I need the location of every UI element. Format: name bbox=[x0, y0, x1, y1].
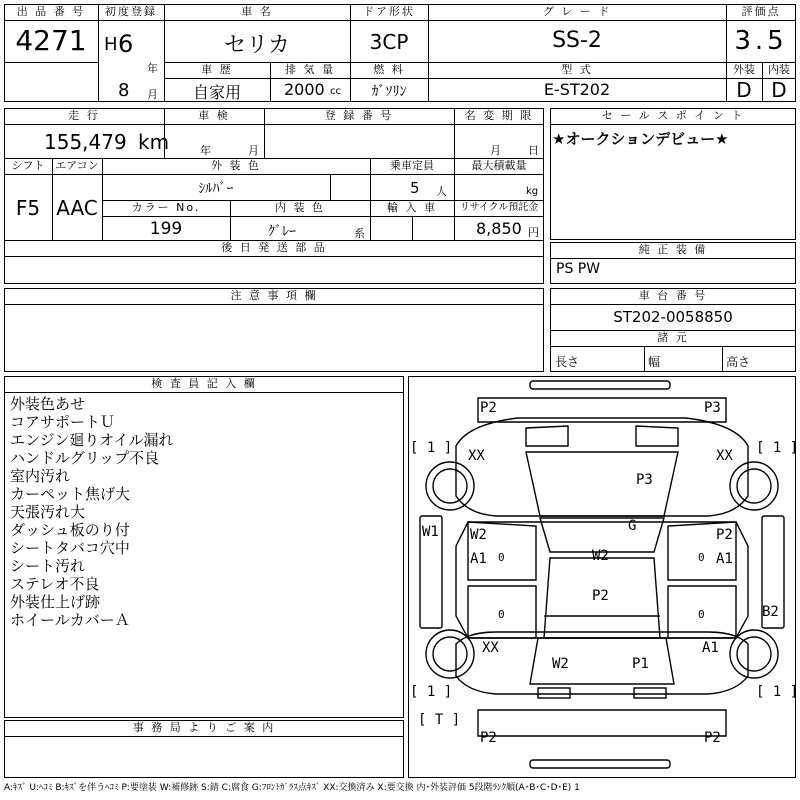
mileage-unit: km bbox=[138, 130, 170, 154]
fuel-value: ｶﾞｿﾘﾝ bbox=[371, 84, 407, 100]
displacement-value: 2000 bbox=[284, 80, 325, 99]
note-item: カーペット焦げ大 bbox=[10, 485, 131, 503]
damage-w1-left: W1 bbox=[422, 524, 439, 540]
damage-w2-left-front: W2 bbox=[470, 527, 487, 543]
damage-b2-right: B2 bbox=[762, 604, 779, 620]
note-item: 外装仕上げ跡 bbox=[10, 593, 101, 611]
aircon-label: エアコン bbox=[55, 159, 99, 172]
bracket-t-label: [ T ] bbox=[418, 712, 461, 728]
interior-label: 内装 bbox=[768, 63, 790, 76]
damage-a1-left-front: A1 bbox=[470, 551, 487, 567]
damage-zero-left-front: 0 bbox=[498, 551, 505, 564]
hood bbox=[526, 452, 678, 516]
caution-label: 注 意 事 項 欄 bbox=[230, 289, 318, 302]
damage-zero-right-rear: 0 bbox=[698, 608, 705, 621]
note-item: ハンドルグリップ不良 bbox=[10, 449, 160, 467]
genuine-label: 純 正 装 備 bbox=[638, 243, 708, 256]
fuel-label: 燃 料 bbox=[373, 63, 405, 76]
damage-xx-top-left: XX bbox=[468, 448, 485, 464]
capacity-value: 5 bbox=[410, 179, 420, 197]
note-item: 外装色あせ bbox=[10, 395, 86, 413]
windshield bbox=[540, 518, 664, 552]
note-item: エンジン廻りオイル漏れ bbox=[10, 431, 174, 449]
note-item: ホイールカバーＡ bbox=[10, 611, 130, 629]
rear-bumper-bar bbox=[530, 760, 670, 768]
max-load-label: 最大積載量 bbox=[471, 159, 527, 172]
model-label: 型 式 bbox=[561, 63, 593, 76]
dims-width: 幅 bbox=[648, 355, 661, 369]
headlamp-right bbox=[636, 426, 678, 446]
dims-height: 高さ bbox=[726, 355, 751, 369]
chassis-value: ST202-0058850 bbox=[613, 308, 733, 326]
note-item: ダッシュ板のり付 bbox=[10, 521, 130, 539]
first-reg-label: 初度登録 bbox=[105, 5, 157, 18]
aircon-value: AAC bbox=[56, 196, 98, 220]
damage-zero-left-rear: 0 bbox=[498, 608, 505, 621]
history-value: 自家用 bbox=[192, 83, 241, 102]
damage-p2-top-left: P2 bbox=[480, 400, 497, 416]
first-reg-year: 6 bbox=[118, 30, 134, 58]
front-body bbox=[456, 418, 748, 516]
damage-a1-bottom-right: A1 bbox=[702, 640, 719, 656]
rear-bumper bbox=[478, 710, 726, 736]
later-parts-label: 後 日 発 送 部 品 bbox=[221, 241, 327, 254]
note-item: シートタバコ穴中 bbox=[10, 539, 130, 557]
shift-value: F5 bbox=[15, 196, 41, 220]
sales-point-label: セ ー ル ス ポ イ ン ト bbox=[601, 109, 745, 122]
registration-label: 登 録 番 号 bbox=[324, 109, 394, 122]
model-value: E-ST202 bbox=[543, 80, 611, 99]
mileage-label: 走 行 bbox=[68, 109, 100, 122]
bracket-top-left: [ 1 ] bbox=[410, 440, 453, 456]
int-color-label: 内 装 色 bbox=[275, 201, 325, 214]
inspector-label: 検 査 員 記 入 欄 bbox=[151, 377, 257, 390]
first-reg-month: 8 bbox=[118, 80, 130, 101]
taillamp-left bbox=[538, 688, 570, 698]
damage-p2-right-front: P2 bbox=[716, 527, 733, 543]
legend: A:ｷｽﾞ U:ﾍｺﾐ B:ｷｽﾞを伴うﾍｺﾐ P:要塗装 W:補修跡 S:錆 C:腐食 G:ﾌﾛﾝﾄｶﾞﾗｽ点ｷｽﾞ XX:交換済み X:要交換 内･外装評価 5段階ﾗﾝｸ順(A･B･C･D･E) 1 bbox=[4, 783, 580, 793]
max-load-unit: kg bbox=[526, 186, 539, 197]
inspection-month-unit: 月 bbox=[248, 144, 259, 157]
damage-xx-bottom-left: XX bbox=[482, 640, 499, 656]
bracket-bottom-left: [ 1 ] bbox=[410, 684, 453, 700]
name-change-day-unit: 日 bbox=[528, 144, 539, 157]
recycle-value: 8,850 bbox=[476, 219, 522, 238]
color-no-label: カラー No. bbox=[131, 201, 201, 214]
sales-point-value: ★オークションデビュー★ bbox=[552, 130, 729, 148]
history-label: 車 歴 bbox=[201, 63, 233, 76]
note-item: シート汚れ bbox=[10, 557, 86, 575]
int-color-value: ｸﾞﾚｰ bbox=[268, 224, 296, 240]
grade-value: SS-2 bbox=[552, 28, 602, 53]
inspection-year-unit: 年 bbox=[200, 144, 211, 157]
bracket-top-right: [ 1 ] bbox=[756, 440, 799, 456]
ext-color-label: 外 装 色 bbox=[211, 159, 261, 172]
ext-color-value: ｼﾙﾊﾞｰ bbox=[198, 181, 234, 197]
front-bumper-bar bbox=[530, 381, 670, 389]
note-item: コアサポートＵ bbox=[10, 413, 116, 431]
exterior-score: D bbox=[736, 78, 752, 102]
office-label: 事 務 局 よ り ご 案 内 bbox=[132, 721, 276, 734]
interior-score: D bbox=[771, 78, 787, 102]
name-change-month-unit: 月 bbox=[490, 144, 501, 157]
damage-p2-bottom-right: P2 bbox=[704, 730, 721, 746]
inspector-notes bbox=[10, 395, 400, 629]
first-reg-year-unit: 年 bbox=[147, 62, 158, 75]
damage-g-glass: G bbox=[628, 518, 637, 534]
color-no-value: 199 bbox=[149, 219, 183, 239]
damage-p3-hood: P3 bbox=[636, 472, 653, 488]
shift-label: シフト bbox=[11, 159, 45, 172]
score-value: 3.5 bbox=[734, 26, 788, 56]
headlamp-left bbox=[526, 426, 568, 446]
chassis-label: 車 台 番 号 bbox=[638, 289, 708, 302]
taillamp-right bbox=[634, 688, 666, 698]
int-color-unit: 系 bbox=[354, 227, 365, 240]
damage-zero-right-front: 0 bbox=[698, 551, 705, 564]
note-item: 天張汚れ大 bbox=[10, 503, 86, 521]
capacity-unit: 人 bbox=[436, 185, 447, 198]
grade-label: グ レ ー ド bbox=[542, 5, 612, 18]
damage-xx-top-right: XX bbox=[716, 448, 733, 464]
exterior-label: 外装 bbox=[733, 63, 755, 76]
damage-p2-bottom-left: P2 bbox=[480, 730, 497, 746]
score-label: 評価点 bbox=[741, 5, 781, 18]
first-reg-month-unit: 月 bbox=[147, 88, 158, 101]
car-diagram bbox=[408, 376, 799, 778]
damage-a1-right-front: A1 bbox=[716, 551, 733, 567]
displacement-unit: cc bbox=[330, 86, 341, 97]
damage-p3-top-right: P3 bbox=[704, 400, 721, 416]
capacity-label: 乗車定員 bbox=[390, 159, 434, 172]
door-label: ドア形状 bbox=[363, 5, 415, 18]
damage-w2-trunk: W2 bbox=[552, 656, 569, 672]
dims-length: 長さ bbox=[555, 355, 580, 369]
lot-label: 出 品 番 号 bbox=[16, 5, 86, 18]
damage-p1-trunk: P1 bbox=[632, 656, 649, 672]
name-change-label: 名 変 期 限 bbox=[464, 109, 534, 122]
recycle-unit: 円 bbox=[528, 226, 539, 239]
first-reg-era: H bbox=[104, 34, 118, 55]
damage-w2-roof: W2 bbox=[592, 548, 609, 564]
mileage-value: 155,479 bbox=[44, 130, 127, 154]
door-value: 3CP bbox=[369, 30, 409, 54]
inspection-label: 車 検 bbox=[198, 109, 230, 122]
displacement-label: 排 気 量 bbox=[285, 63, 335, 76]
note-item: 室内汚れ bbox=[10, 467, 71, 485]
dims-label: 諸 元 bbox=[657, 331, 689, 344]
bracket-bottom-right: [ 1 ] bbox=[756, 684, 799, 700]
note-item: ステレオ不良 bbox=[10, 575, 100, 593]
lot-number: 4271 bbox=[15, 24, 87, 57]
car-name-label: 車 名 bbox=[241, 5, 273, 18]
damage-p2-roof: P2 bbox=[592, 588, 609, 604]
import-label: 輸 入 車 bbox=[387, 201, 437, 214]
recycle-label: リサイクル預託金 bbox=[459, 202, 539, 213]
genuine-value: PS PW bbox=[556, 261, 601, 277]
car-name: セリカ bbox=[224, 33, 290, 58]
